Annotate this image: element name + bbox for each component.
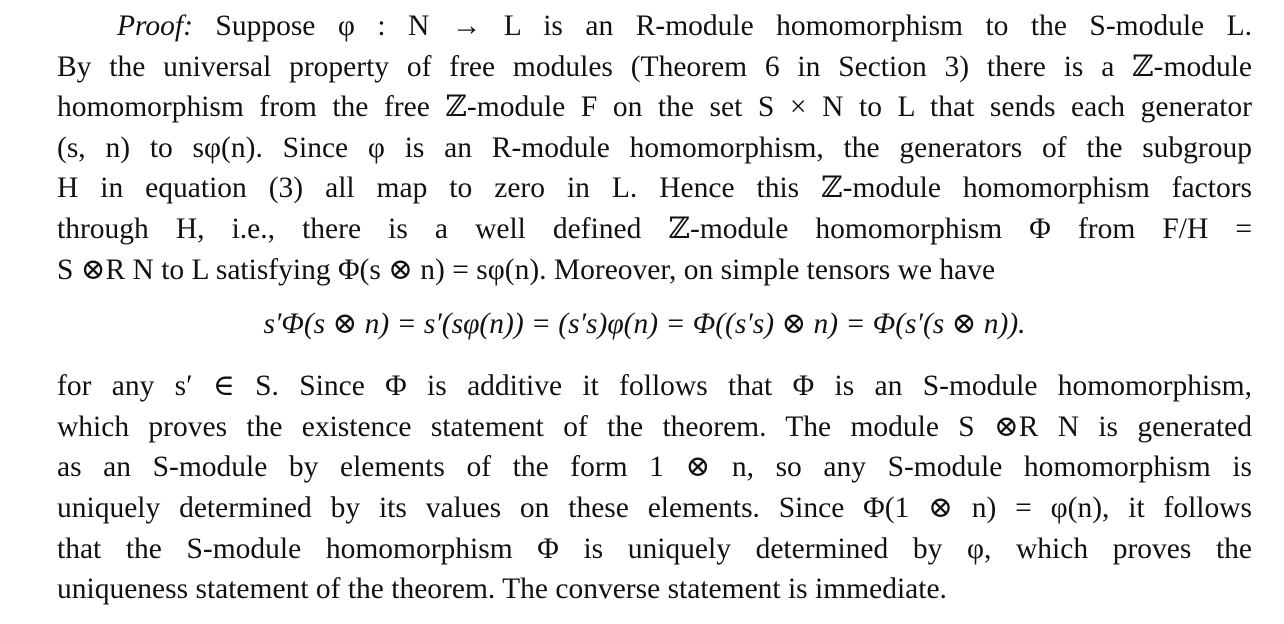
text-line: H in equation (3) all map to zero in L. Hence this ℤ-module homomorphism factors (57, 172, 1252, 205)
text-line: that the S-module homomorphism Φ is uniquely determined by φ, which proves the (57, 532, 1252, 565)
text-line: uniqueness statement of the theorem. The converse statement is immediate. (57, 573, 947, 606)
text-line: Proof: Suppose φ : N → L is an R-module homomorphism to the S-module L. (117, 10, 1252, 42)
text-line: through H, i.e., there is a well defined ℤ-module homomorphism Φ from F/H = (57, 212, 1252, 245)
text-line: uniquely determined by its values on these elements. Since Φ(1 ⊗ n) = φ(n), it follows (57, 491, 1252, 524)
proof-paragraph-2 (57, 366, 1252, 610)
text-line: for any s′ ∈ S. Since Φ is additive it follows that Φ is an S-module homomorphism, (57, 370, 1252, 403)
text-line: By the universal property of free modules (Theorem 6 in Section 3) there is a ℤ-module (57, 50, 1252, 83)
text-line: (s, n) to sφ(n). Since φ is an R-module homomorphism, the generators of the subgroup (57, 131, 1252, 164)
text-line: as an S-module by elements of the form 1 ⊗ n, so any S-module homomorphism is (57, 451, 1252, 484)
text-line: S ⊗R N to L satisfying Φ(s ⊗ n) = sφ(n). Moreover, on simple tensors we have (57, 253, 996, 286)
display-equation: s′Φ(s ⊗ n) = s′(sφ(n)) = (s′s)φ(n) = Φ((s′s) ⊗ n) = Φ(s′(s ⊗ n)). (263, 308, 1026, 341)
text-line: which proves the existence statement of the theorem. The module S ⊗R N is generated (57, 410, 1252, 443)
proof-label: Proof: (117, 10, 193, 42)
proof-paragraph-1 (57, 6, 1252, 290)
text-line: homomorphism from the free ℤ-module F on the set S × N to L that sends each generator (57, 91, 1252, 124)
